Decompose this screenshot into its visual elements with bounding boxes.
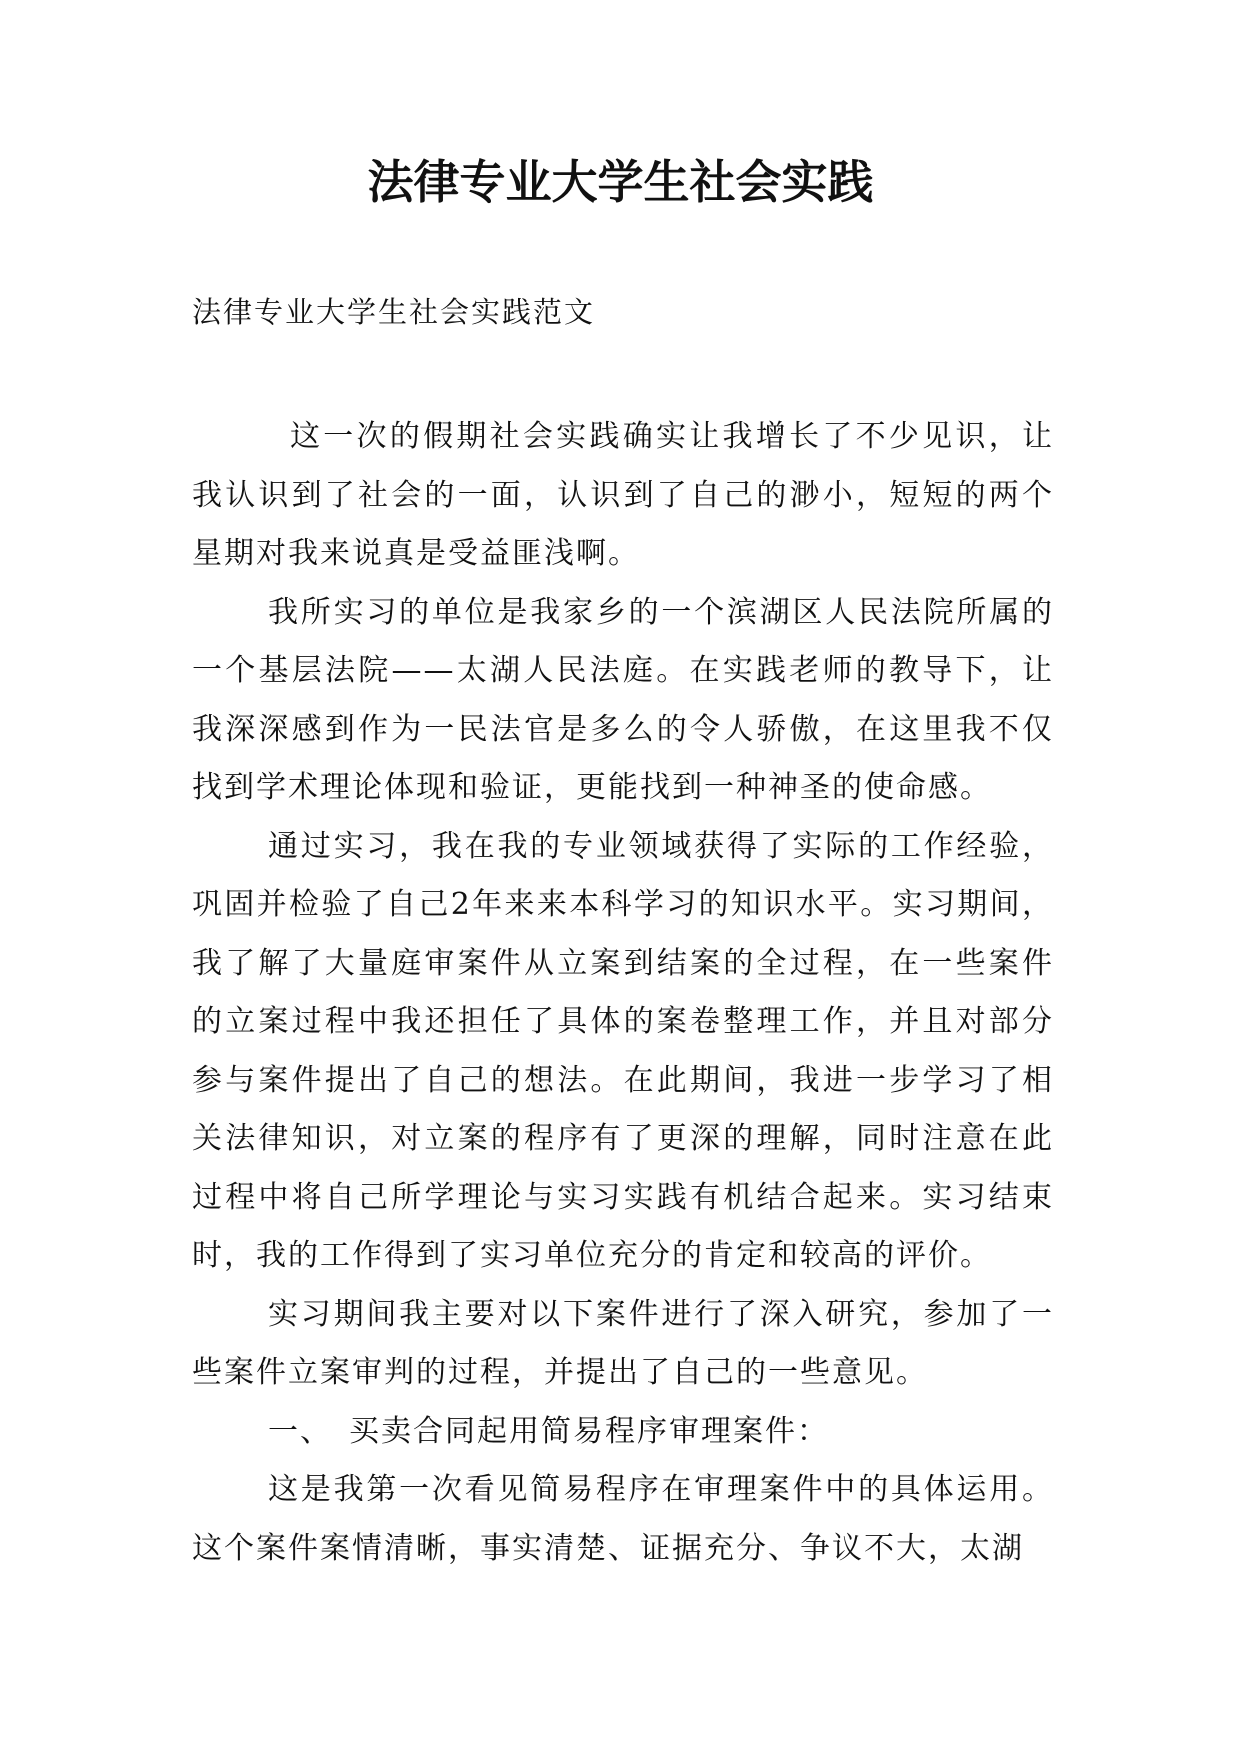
paragraph: 实习期间我主要对以下案件进行了深入研究，参加了一些案件立案审判的过程，并提出了自己的一些意见。 [192,1296,1054,1390]
section-heading: 一、 买卖合同起用简易程序审理案件： [268,1413,829,1449]
paragraph: 我所实习的单位是我家乡的一个滨湖区人民法院所属的一个基层法院——太湖人民法庭。在实践老师的教导下，让我深深感到作为一民法官是多么的令人骄傲，在这里我不仅找到学术理论体现和验证，更能找到一种神圣的使命感。 [192,594,1054,805]
document-title: 法律专业大学生社会实践 [367,155,874,209]
paragraph: 这一次的假期社会实践确实让我增长了不少见识，让我认识到了社会的一面，认识到了自己的渺小，短短的两个星期对我来说真是受益匪浅啊。 [192,419,1054,571]
paragraph: 这是我第一次看见简易程序在审理案件中的具体运用。这个案件案情清晰，事实清楚、证据充分、争议不大，太湖 [192,1472,1054,1566]
paragraph: 通过实习，我在我的专业领域获得了实际的工作经验，巩固并检验了自己2年来来本科学习的知识水平。实习期间，我了解了大量庭审案件从立案到结案的全过程，在一些案件的立案过程中我还担任了具体的案卷整理工作，并且对部分参与案件提出了自己的想法。在此期间，我进一步学习了相关法律知识，对立案的程序有了更深的理解，同时注意在此过程中将自己所学理论与实习实践有机结合起来。实习结束时，我的工作得到了实习单位充分的肯定和较高的评价。 [192,828,1054,1273]
document-subtitle: 法律专业大学生社会实践范文 [192,295,596,329]
document-body [192,408,1054,1578]
